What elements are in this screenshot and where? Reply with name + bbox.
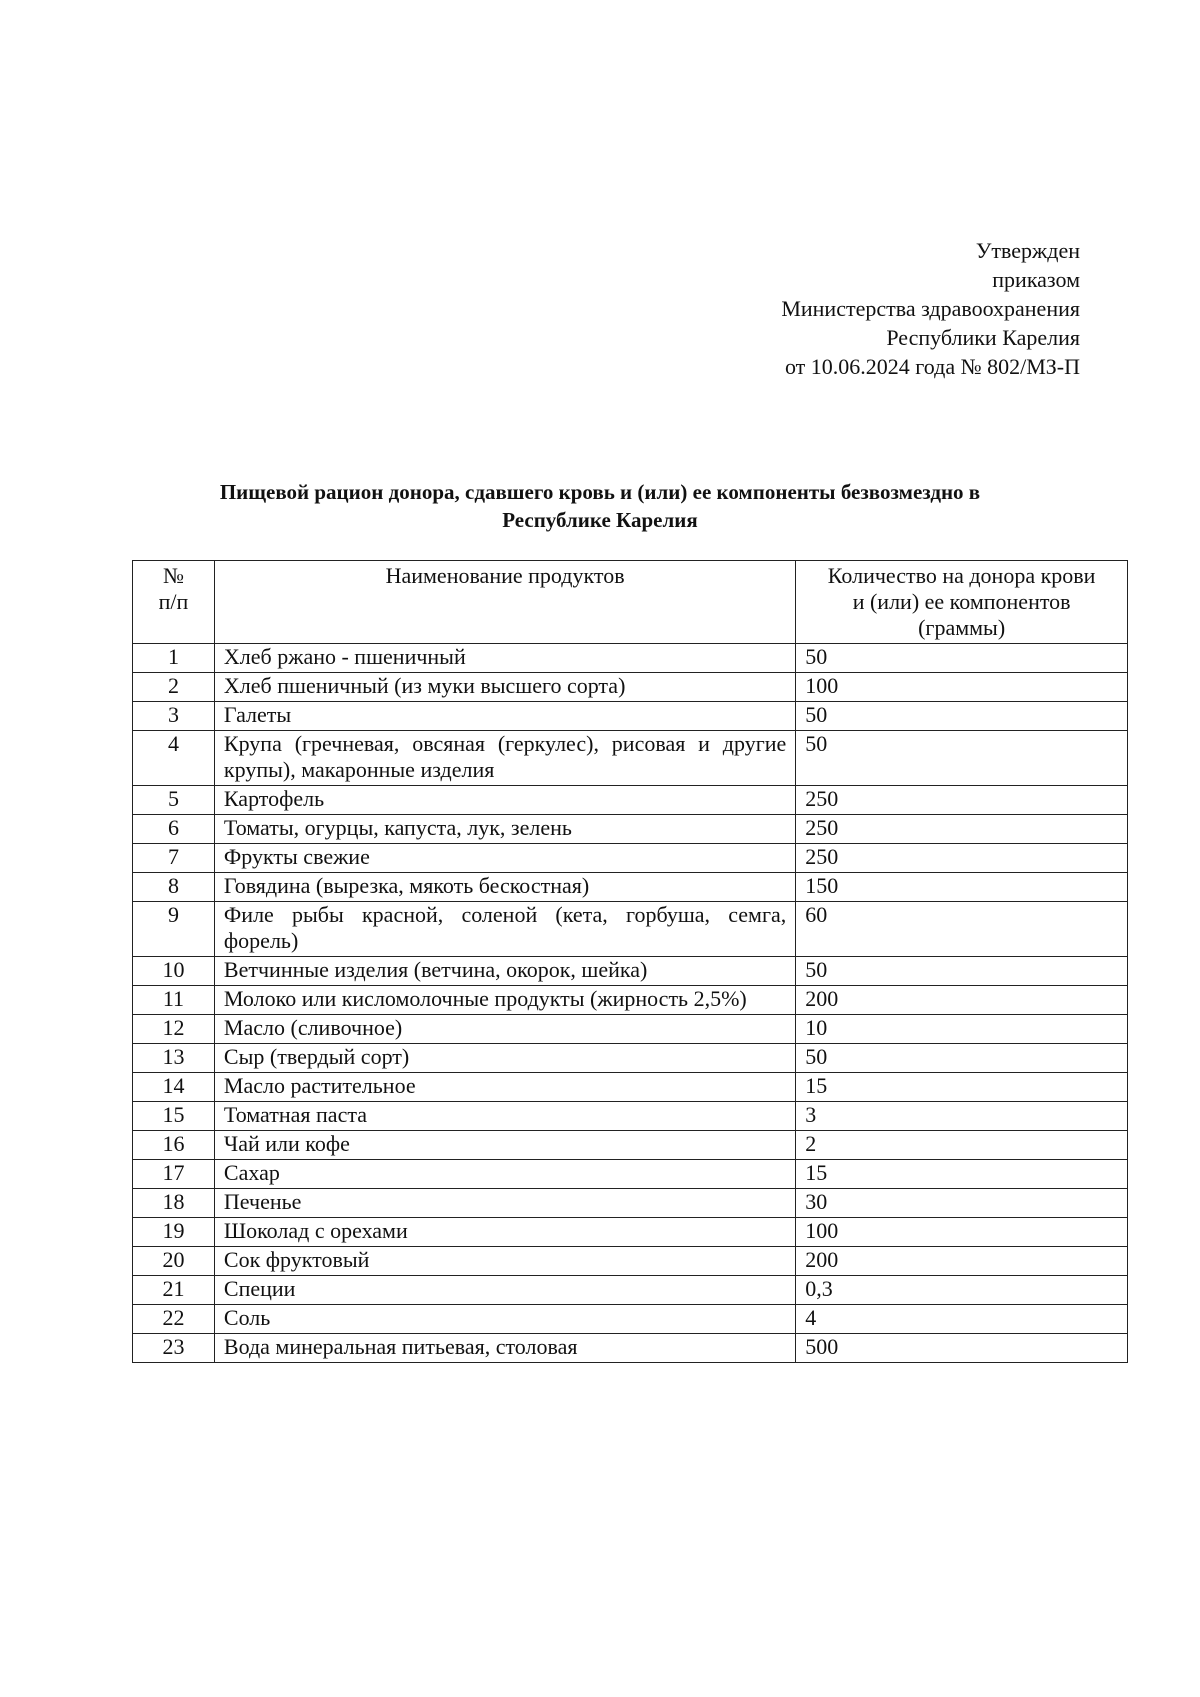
row-quantity: 250 xyxy=(796,786,1128,815)
row-number: 9 xyxy=(133,902,215,957)
row-quantity: 3 xyxy=(796,1102,1128,1131)
table-row xyxy=(133,1189,1128,1218)
row-product-name: Шоколад с орехами xyxy=(214,1218,795,1247)
row-number: 8 xyxy=(133,873,215,902)
row-quantity: 150 xyxy=(796,873,1128,902)
table-row xyxy=(133,1131,1128,1160)
row-quantity: 250 xyxy=(796,844,1128,873)
row-number: 17 xyxy=(133,1160,215,1189)
row-number: 4 xyxy=(133,731,215,786)
row-quantity: 100 xyxy=(796,673,1128,702)
document-title xyxy=(150,478,1050,534)
row-number: 1 xyxy=(133,644,215,673)
header-quantity-line-2: и (или) ее компонентов xyxy=(852,589,1071,614)
row-quantity: 15 xyxy=(796,1160,1128,1189)
header-quantity-line-1: Количество на донора крови xyxy=(827,563,1096,588)
table-body xyxy=(133,644,1128,1363)
row-quantity: 100 xyxy=(796,1218,1128,1247)
document-title-line-2: Республике Карелия xyxy=(502,508,698,532)
row-quantity: 30 xyxy=(796,1189,1128,1218)
table-row xyxy=(133,1102,1128,1131)
row-number: 15 xyxy=(133,1102,215,1131)
approval-line-order: приказом xyxy=(992,267,1080,292)
table-row xyxy=(133,1160,1128,1189)
row-number: 11 xyxy=(133,986,215,1015)
header-number xyxy=(133,561,215,644)
row-product-name: Говядина (вырезка, мякоть бескостная) xyxy=(214,873,795,902)
row-number: 7 xyxy=(133,844,215,873)
table-row xyxy=(133,673,1128,702)
row-quantity: 50 xyxy=(796,1044,1128,1073)
row-product-name: Крупа (гречневая, овсяная (геркулес), рисовая и другие крупы), макаронные изделия xyxy=(214,731,795,786)
row-quantity: 50 xyxy=(796,644,1128,673)
row-product-name: Фрукты свежие xyxy=(214,844,795,873)
header-quantity-line-3: (граммы) xyxy=(918,615,1006,640)
row-quantity: 60 xyxy=(796,902,1128,957)
row-number: 3 xyxy=(133,702,215,731)
approval-block xyxy=(781,236,1080,381)
header-number-line-2: п/п xyxy=(158,589,189,614)
row-product-name: Хлеб ржано - пшеничный xyxy=(214,644,795,673)
row-product-name: Молоко или кисломолочные продукты (жирность 2,5%) xyxy=(214,986,795,1015)
row-number: 22 xyxy=(133,1305,215,1334)
row-quantity: 50 xyxy=(796,957,1128,986)
approval-line-date-number: от 10.06.2024 года № 802/МЗ-П xyxy=(784,354,1080,379)
table-row xyxy=(133,1073,1128,1102)
row-number: 20 xyxy=(133,1247,215,1276)
row-number: 16 xyxy=(133,1131,215,1160)
table-row xyxy=(133,1218,1128,1247)
row-quantity: 4 xyxy=(796,1305,1128,1334)
row-quantity: 200 xyxy=(796,1247,1128,1276)
row-product-name: Картофель xyxy=(214,786,795,815)
row-number: 12 xyxy=(133,1015,215,1044)
table-row xyxy=(133,644,1128,673)
approval-line-republic: Республики Карелия xyxy=(886,325,1080,350)
row-number: 10 xyxy=(133,957,215,986)
row-product-name: Галеты xyxy=(214,702,795,731)
table-row xyxy=(133,986,1128,1015)
row-quantity: 50 xyxy=(796,702,1128,731)
row-product-name: Специи xyxy=(214,1276,795,1305)
row-product-name: Филе рыбы красной, соленой (кета, горбуша, семга, форель) xyxy=(214,902,795,957)
table-row xyxy=(133,786,1128,815)
table-row xyxy=(133,902,1128,957)
row-number: 23 xyxy=(133,1334,215,1363)
row-product-name: Соль xyxy=(214,1305,795,1334)
row-quantity: 200 xyxy=(796,986,1128,1015)
table-row xyxy=(133,702,1128,731)
row-product-name: Хлеб пшеничный (из муки высшего сорта) xyxy=(214,673,795,702)
table-row xyxy=(133,844,1128,873)
header-quantity xyxy=(796,561,1128,644)
row-number: 5 xyxy=(133,786,215,815)
table-row xyxy=(133,815,1128,844)
table-row xyxy=(133,1247,1128,1276)
row-product-name: Масло растительное xyxy=(214,1073,795,1102)
row-quantity: 10 xyxy=(796,1015,1128,1044)
table-row xyxy=(133,1334,1128,1363)
row-quantity: 50 xyxy=(796,731,1128,786)
row-product-name: Томатная паста xyxy=(214,1102,795,1131)
row-number: 21 xyxy=(133,1276,215,1305)
table-row xyxy=(133,957,1128,986)
table-row xyxy=(133,1044,1128,1073)
row-quantity: 250 xyxy=(796,815,1128,844)
row-number: 13 xyxy=(133,1044,215,1073)
ration-table xyxy=(132,560,1128,1363)
row-product-name: Томаты, огурцы, капуста, лук, зелень xyxy=(214,815,795,844)
table-header-row xyxy=(133,561,1128,644)
row-quantity: 500 xyxy=(796,1334,1128,1363)
row-quantity: 0,3 xyxy=(796,1276,1128,1305)
row-product-name: Масло (сливочное) xyxy=(214,1015,795,1044)
table-row xyxy=(133,731,1128,786)
table-row xyxy=(133,873,1128,902)
row-product-name: Ветчинные изделия (ветчина, окорок, шейка) xyxy=(214,957,795,986)
row-product-name: Сыр (твердый сорт) xyxy=(214,1044,795,1073)
row-product-name: Печенье xyxy=(214,1189,795,1218)
approval-line-ministry: Министерства здравоохранения xyxy=(781,296,1080,321)
table-row xyxy=(133,1015,1128,1044)
row-number: 2 xyxy=(133,673,215,702)
row-product-name: Чай или кофе xyxy=(214,1131,795,1160)
row-quantity: 15 xyxy=(796,1073,1128,1102)
table-row xyxy=(133,1305,1128,1334)
row-number: 6 xyxy=(133,815,215,844)
header-number-line-1: № xyxy=(162,563,184,588)
row-number: 18 xyxy=(133,1189,215,1218)
row-number: 14 xyxy=(133,1073,215,1102)
row-product-name: Сахар xyxy=(214,1160,795,1189)
approval-line-approved: Утвержден xyxy=(975,238,1080,263)
row-quantity: 2 xyxy=(796,1131,1128,1160)
row-number: 19 xyxy=(133,1218,215,1247)
header-product-name: Наименование продуктов xyxy=(214,561,795,644)
table-row xyxy=(133,1276,1128,1305)
row-product-name: Сок фруктовый xyxy=(214,1247,795,1276)
document-title-line-1: Пищевой рацион донора, сдавшего кровь и (или) ее компоненты безвозмездно в xyxy=(219,480,981,504)
row-product-name: Вода минеральная питьевая, столовая xyxy=(214,1334,795,1363)
